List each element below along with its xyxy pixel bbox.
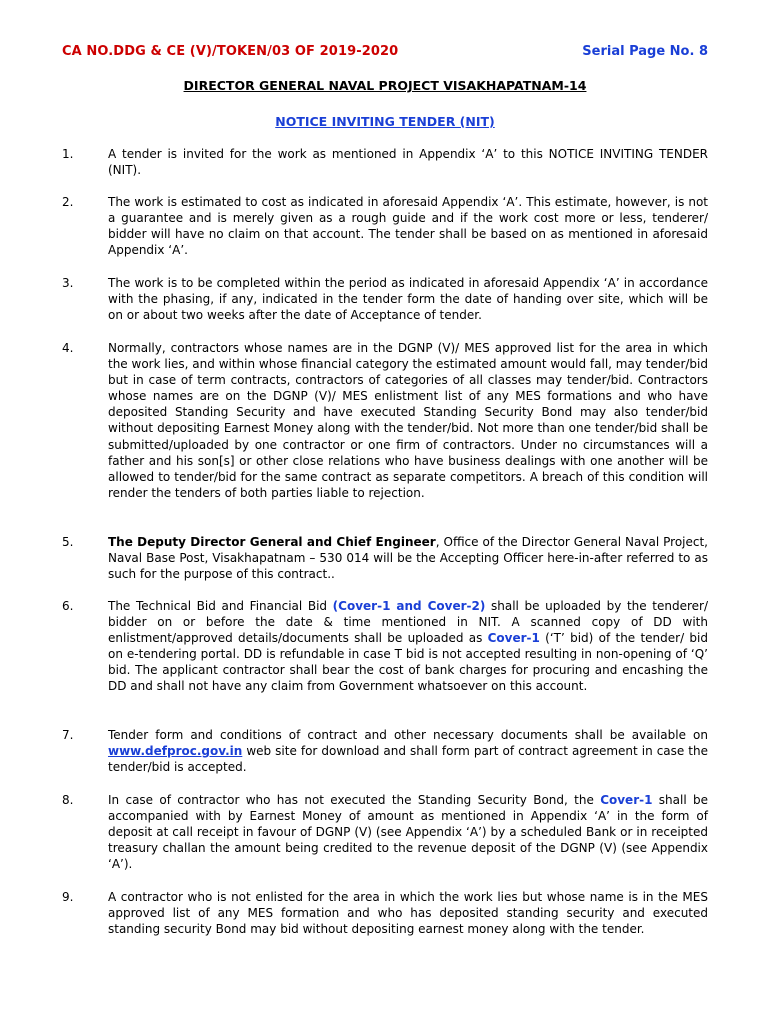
- clause-text: The Technical Bid and Financial Bid (Cover-1 and Cover-2) shall be uploaded by the tenderer/ bidder on or before the date & time mentioned in NIT. A scanned copy of DD with enlistment/approved details/documents shall be uploaded as Cover-1 (‘T’ bid) of the tender/ bid on e-tendering portal. DD is refundable in case T bid is not accepted resulting in non-opening of ‘Q’ bid. The applicant contractor shall bear the cost of bank charges for procuring and encashing the DD and shall not have any claim from Government whatsoever on this account.: [108, 599, 709, 694]
- clause-number: 3.: [62, 276, 74, 290]
- accepting-officer-title: The Deputy Director General and Chief Engineer: [108, 535, 436, 549]
- clause-number: 6.: [62, 599, 74, 613]
- clause-text: The Deputy Director General and Chief Engineer, Office of the Director General Naval Project, Naval Base Post, Visakhapatnam – 530 014 will be the Accepting Officer here-in-after referred to as such for the purpose of this contract..: [108, 535, 708, 582]
- clause-text: The work is to be completed within the period as indicated in aforesaid Appendix ‘A’ in accordance with the phasing, if any, indicated in the tender form the date of handing over site, which will be on or about two weeks after the date of Acceptance of tender.: [108, 276, 708, 323]
- clause-number: 4.: [62, 341, 74, 355]
- clause-text: The work is estimated to cost as indicated in aforesaid Appendix ‘A’. This estimate, however, is not a guarantee and is merely given as a rough guide and if the work cost more or less, tenderer/ bidder will have no claim on that account. The tender shall be based on as mentioned in aforesaid Appendix ‘A’.: [108, 195, 708, 258]
- clause-text: A contractor who is not enlisted for the area in which the work lies but whose name is in the MES approved list of any MES formation and who has deposited standing security and executed standing security Bond may bid without depositing earnest money along with the tender.: [108, 890, 708, 937]
- cover-reference: Cover-1: [600, 793, 653, 807]
- clause-text: Normally, contractors whose names are in the DGNP (V)/ MES approved list for the area in which the work lies, and within whose financial category the estimated amount would fall, may tender/bid but in case of term contracts, contractors of categories of all classes may tender/bid. Contractors whose names are on the DGNP (V)/ MES enlistment list of any MES formations and who have deposited Standing Security and have executed Standing Security Bond may also tender/bid without depositing Earnest Money along with the tender/bid. Not more than one tender/bid shall be submitted/uploaded by one contractor or one firm of contractors. Under no circumstances will a father and his son[s] or other close relations who have business dealings with one another will be allowed to tender/bid for the same contract as separate competitors. A breach of this condition will render the tenders of both parties liable to rejection.: [108, 341, 708, 500]
- cover-reference: (Cover-1 and Cover-2): [332, 599, 486, 613]
- defproc-website-link[interactable]: www.defproc.gov.in: [108, 744, 243, 759]
- clause-number: 2.: [62, 195, 74, 209]
- clause-number: 1.: [62, 147, 74, 161]
- section-title: NOTICE INVITING TENDER (NIT): [275, 114, 495, 129]
- clause-number: 7.: [62, 728, 74, 742]
- page-title: DIRECTOR GENERAL NAVAL PROJECT VISAKHAPATNAM-14: [183, 78, 587, 93]
- clause-number: 9.: [62, 890, 74, 904]
- clause-text: Tender form and conditions of contract and other necessary documents shall be available on www.defproc.gov.in web site for download and shall form part of contract agreement in case the tender/bid is accepted.: [108, 728, 708, 775]
- contract-number: CA NO.DDG & CE (V)/TOKEN/03 OF 2019-2020: [62, 44, 399, 59]
- clause-text: A tender is invited for the work as mentioned in Appendix ‘A’ to this NOTICE INVITING TENDER (NIT).: [108, 147, 708, 178]
- clause-number: 5.: [62, 535, 74, 549]
- cover-reference: Cover-1: [487, 631, 540, 646]
- serial-page-number: Serial Page No. 8: [582, 44, 708, 59]
- clause-number: 8.: [62, 793, 74, 807]
- clause-text: In case of contractor who has not executed the Standing Security Bond, the Cover-1 shall be accompanied with by Earnest Money of amount as mentioned in Appendix ‘A’ in the form of deposit at call receipt in favour of DGNP (V) (see Appendix ‘A’) by a scheduled Bank or in receipted treasury challan the amount being credited to the revenue deposit of the DGNP (V) (see Appendix ‘A’).: [108, 793, 708, 872]
